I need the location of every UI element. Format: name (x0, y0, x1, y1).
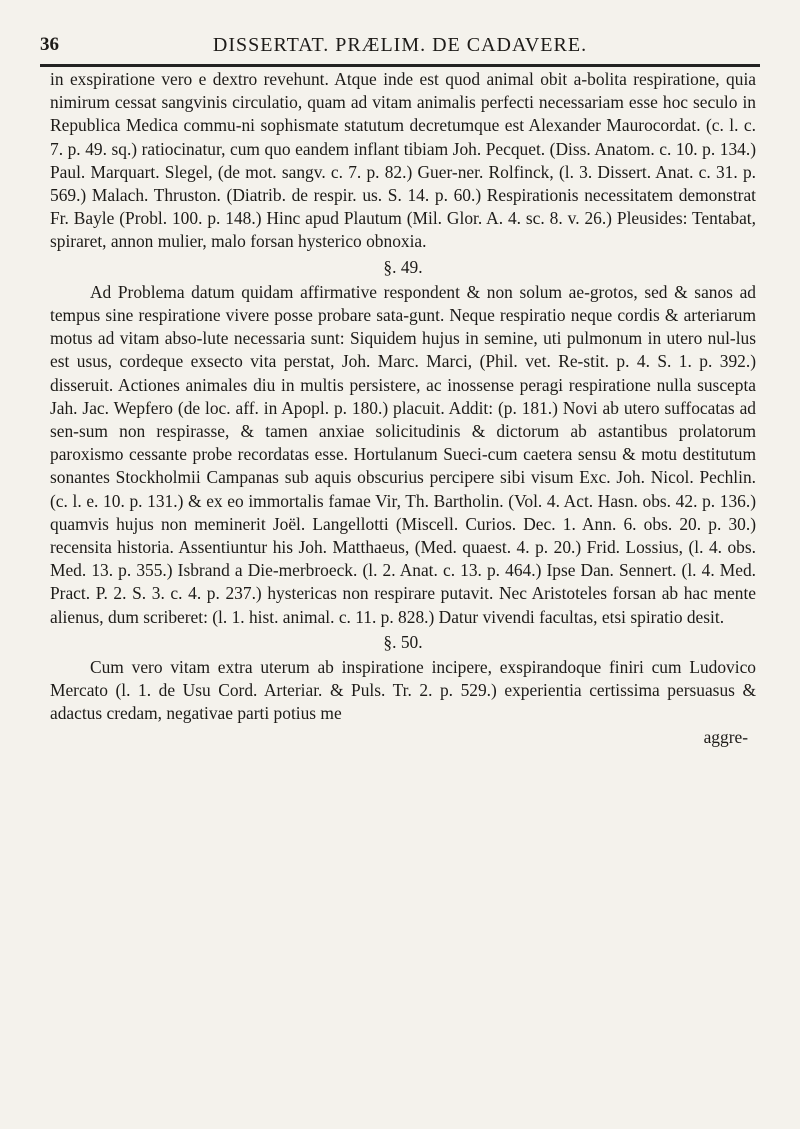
page-header (40, 34, 760, 67)
page-number: 36 (40, 34, 59, 55)
paragraph-2: Ad Problema datum quidam affirmative respondent & non solum ae-grotos, sed & sanos ad tempus sine respiratione vivere posse probare sata-gunt. Neque respiratio neque cordis & arteriarum motus ad vitam abso-lute necessaria sunt: Siquidem hujus in semine, uti pulmonum in utero nul-lus est usus, cordeque exsecto vita perstat, Joh. Marc. Marci, (Phil. vet. Re-stit. p. 4. S. 1. p. 392.) disseruit. Actiones animales diu in multis persistere, ac inossense peragi respiratione nulla suscepta Jah. Jac. Wepfero (de loc. aff. in Apopl. p. 180.) placuit. Addit: (p. 181.) Novi ab utero suffocatas ad sen-sum non respirasse, & tamen anxiae solicitudinis & dictorum ab astantibus prolatorum paroxismo cessante probe recordatas esse. Hortulanum Sueci-cum caetera sensu & motu destitutum sonantes Stockholmii Campanas sub aquis obscurius percipere sibi visum Exc. Joh. Nicol. Pechlin. (c. l. e. 10. p. 131.) & ex eo immortalis famae Vir, Th. Bartholin. (Vol. 4. Act. Hasn. obs. 42. p. 136.) quamvis hujus non meminerit Joël. Langellotti (Miscell. Curios. Dec. 1. Ann. 6. obs. 20. p. 30.) recensita historia. Assentiuntur his Joh. Matthaeus, (Med. quaest. 4. p. 20.) Frid. Lossius, (l. 4. obs. Med. 13. p. 355.) Isbrand a Die-merbroeck. (l. 2. Anat. c. 13. p. 464.) Ipse Dan. Sennert. (l. 4. Med. Pract. P. 2. S. 3. c. 4. p. 237.) hystericas non respirare putavit. Nec Aristoteles forsan ab hac mente alienus, dum scriberet: (l. 1. hist. animal. c. 11. p. 828.) Datur vivendi facultas, etsi spiratio desit. (50, 281, 756, 627)
catchword: aggre- (703, 726, 748, 747)
paragraph-3: Cum vero vitam extra uterum ab inspiratione incipere, exspirandoque finiri cum Ludovico Mercato (l. 1. de Usu Cord. Arteriar. & Puls. Tr. 2. p. 529.) experientia certissima persuasus & adactus credam, negativae parti potius me (50, 657, 756, 724)
paragraph-1: in exspiratione vero e dextro revehunt. Atque inde est quod animal obit a-bolita respiratione, quia nimirum cessat sangvinis circulatio, quam ad vitam animalis perfecti necessariam esse hoc seculo in Republica Medica commu-ni sophismate statutum decretumque est Alexander Maurocordat. (c. l. c. 7. p. 49. sq.) ratiocinatur, cum quo eandem inflant tibiam Joh. Pecquet. (Diss. Anatom. c. 10. p. 134.) Paul. Marquart. Slegel, (de mot. sangv. c. 7. p. 82.) Guer-ner. Rolfinck, (l. 3. Dissert. Anat. c. 31. p. 569.) Malach. Thruston. (Diatrib. de respir. us. S. 14. p. 60.) Respirationis necessitatem demonstrat Fr. Bayle (Probl. 100. p. 148.) Hinc apud Plautum (Mil. Glor. A. 4. sc. 8. v. 26.) Pleusides: Tentabat, spiraret, annon mulier, malo forsan hysterico obnoxia. (50, 69, 756, 252)
section-number-50: §. 50. (383, 631, 423, 652)
running-head: DISSERTAT. PRÆLIM. DE CADAVERE. (212, 34, 588, 56)
body-text (50, 68, 756, 749)
section-number-49: §. 49. (383, 256, 423, 277)
